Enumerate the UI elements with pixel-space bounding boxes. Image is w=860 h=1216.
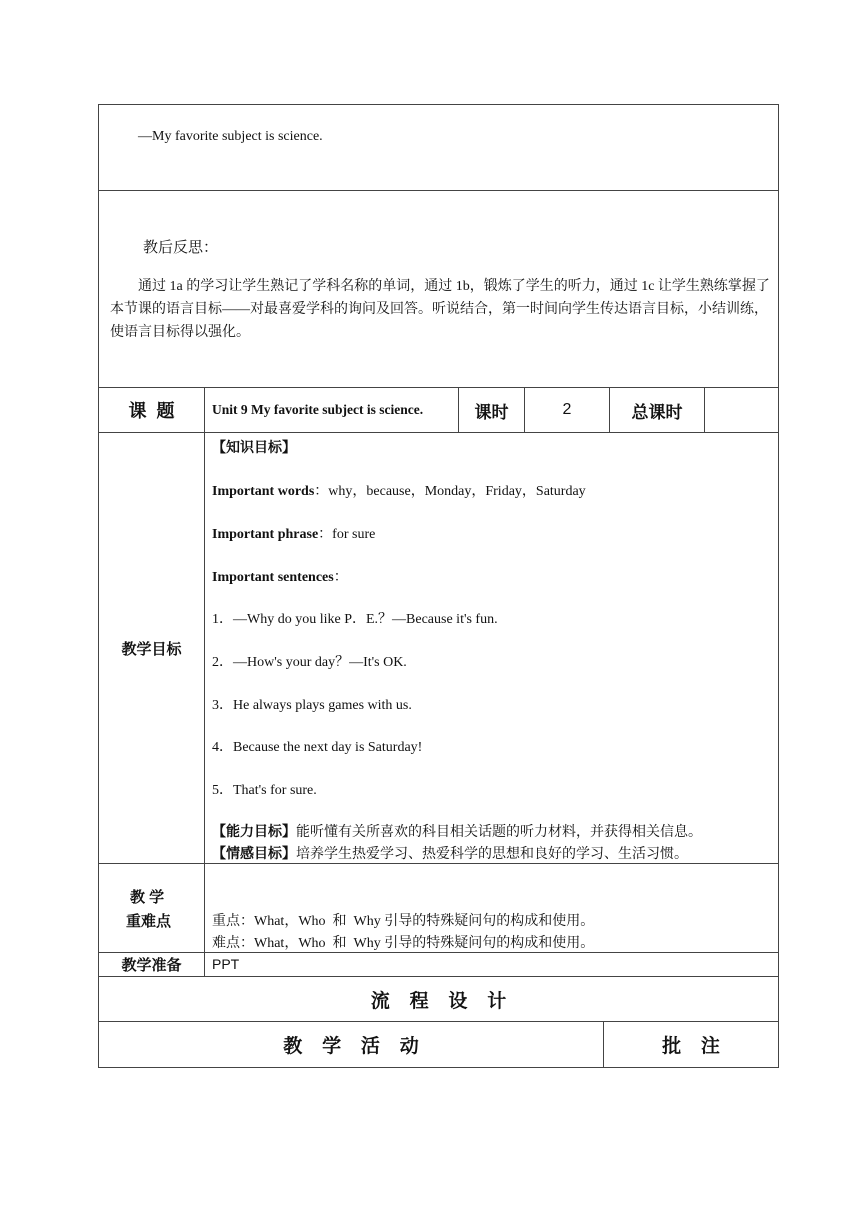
important-sentences-label: Important sentences xyxy=(212,570,334,585)
emotion-title: 【情感目标】 xyxy=(212,845,296,861)
important-words-value: ：why，because，Monday，Friday，Saturday xyxy=(314,484,586,499)
topic-label: 课 题 xyxy=(128,401,175,421)
difficult-point: 难点：What，Who 和 Why 引导的特殊疑问句的构成和使用。 xyxy=(212,936,595,951)
period-value: 2 xyxy=(562,401,572,418)
important-phrase xyxy=(212,523,375,543)
row-divider xyxy=(98,863,779,864)
important-phrase-label: Important phrase xyxy=(212,527,319,542)
important-words xyxy=(212,480,586,500)
ability-title: 【能力目标】 xyxy=(212,823,296,839)
sentence-item: 3．He always plays games with us. xyxy=(212,698,412,713)
top-row-text: —My favorite subject is science. xyxy=(138,129,323,144)
sentence-item: 1．—Why do you like P．E.？—Because it's fun. xyxy=(212,612,498,627)
total-periods-value xyxy=(705,388,778,432)
reflection-heading: 教后反思： xyxy=(143,240,219,256)
objectives-label: 教学目标 xyxy=(121,640,182,658)
sentence-item: 5．That's for sure. xyxy=(212,783,317,798)
prep-value: PPT xyxy=(212,956,240,972)
notes-header: 批 注 xyxy=(662,1035,720,1057)
important-sentences-colon: ： xyxy=(333,570,348,585)
col-divider xyxy=(204,387,205,976)
ability-text: 能听懂有关所喜欢的科目相关话题的听力材料，并获得相关信息。 xyxy=(296,823,702,839)
important-sentences xyxy=(212,566,348,586)
knowledge-title: 【知识目标】 xyxy=(212,439,296,455)
important-phrase-value: ：for sure xyxy=(318,527,376,542)
flow-title: 流 程 设 计 xyxy=(370,989,507,1012)
reflection-body: 通过 1a 的学习让学生熟记了学科名称的单词，通过 1b，锻炼了学生的听力，通过 1c 让学生熟练掌握了本节课的语言目标——对最喜爱学科的询问及回答。听说结合，第一时间向学生传达语言目标，小结训练，使语言目标得以强化。 xyxy=(110,279,770,340)
topic-value: Unit 9 My favorite subject is science. xyxy=(212,402,424,417)
sentence-item: 2．—How's your day？—It's OK. xyxy=(212,655,407,670)
key-points-label-line1: 教 学 xyxy=(130,889,165,906)
activity-header: 教 学 活 动 xyxy=(283,1035,419,1057)
total-periods-label: 总课时 xyxy=(631,402,683,422)
key-points-label-line2: 重难点 xyxy=(126,913,172,930)
ability-objective xyxy=(212,821,702,841)
important-words-label: Important words xyxy=(212,484,315,499)
sentence-item: 4．Because the next day is Saturday! xyxy=(212,740,423,755)
emotion-objective xyxy=(212,843,688,863)
key-point: 重点：What，Who 和 Why 引导的特殊疑问句的构成和使用。 xyxy=(212,914,595,929)
period-label: 课时 xyxy=(474,402,509,422)
prep-label: 教学准备 xyxy=(121,957,182,974)
row-divider xyxy=(98,190,779,191)
emotion-text: 培养学生热爱学习、热爱科学的思想和良好的学习、生活习惯。 xyxy=(296,845,688,861)
